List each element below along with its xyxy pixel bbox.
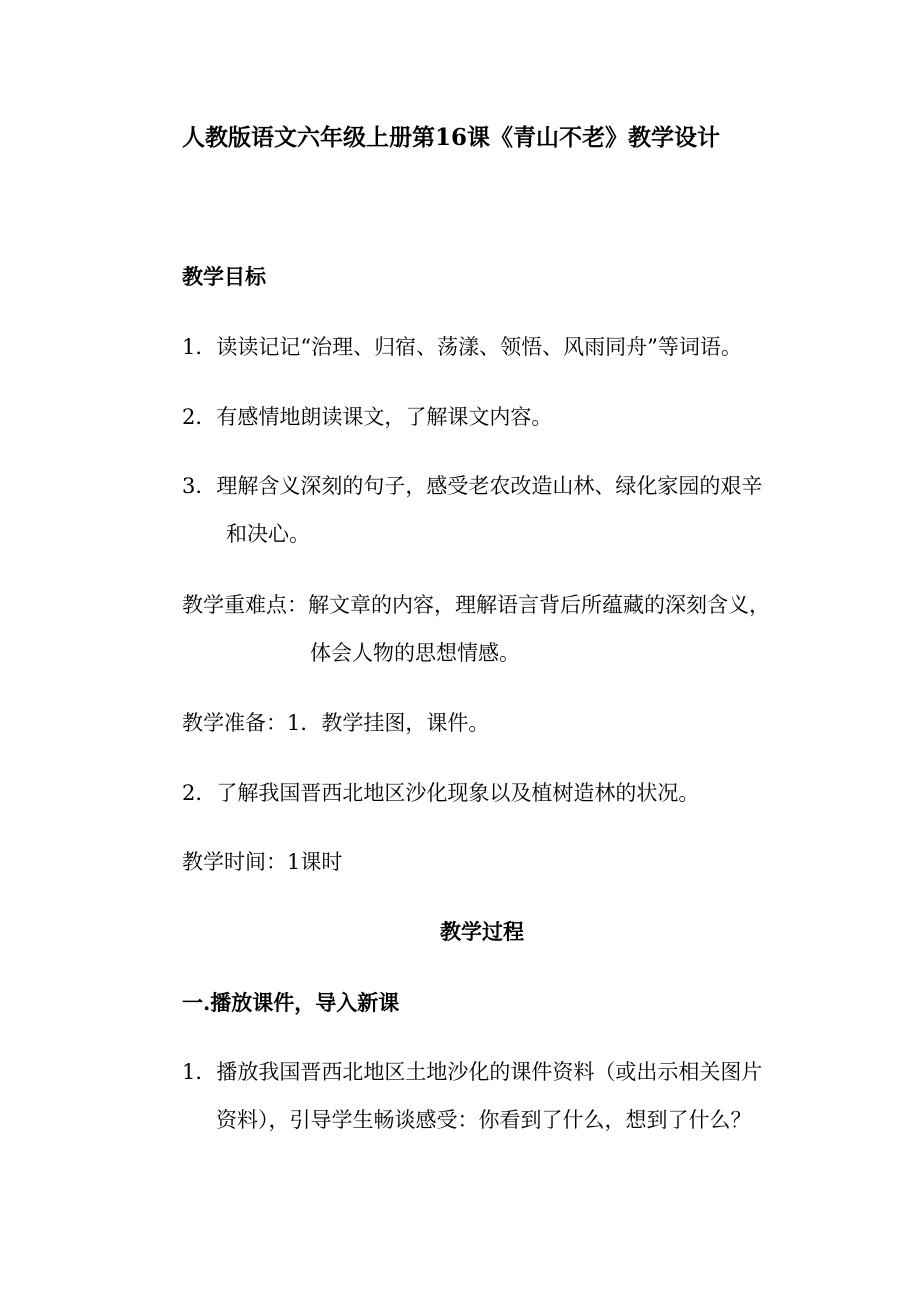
objective-item-2: 2．有感情地朗读课文，了解课文内容。 <box>182 405 553 429</box>
objective-item-1: 1．读读记记“治理、归宿、荡漾、领悟、风雨同舟”等词语。 <box>182 335 742 359</box>
document-title: 人教版语文六年级上册第16课《青山不老》教学设计 <box>182 124 721 151</box>
key-points-line-2: 体会人物的思想情感。 <box>310 641 520 665</box>
preparation-line-2: 2．了解我国晋西北地区沙化现象以及植树造林的状况。 <box>182 781 700 805</box>
teaching-time: 教学时间：1课时 <box>182 850 343 874</box>
section-1-heading: 一.播放课件，导入新课 <box>182 990 400 1015</box>
preparation-line-1: 教学准备：1．教学挂图，课件。 <box>182 711 490 735</box>
section-1-item-1-line-1: 1．播放我国晋西北地区土地沙化的课件资料（或出示相关图片 <box>182 1060 763 1084</box>
process-heading: 教学过程 <box>440 919 524 944</box>
objective-item-3-continued: 和决心。 <box>226 522 310 546</box>
objectives-heading: 教学目标 <box>182 264 266 289</box>
section-1-item-1-line-2: 资料），引导学生畅谈感受：你看到了什么，想到了什么？ <box>216 1108 752 1132</box>
key-points-line-1: 教学重难点：解文章的内容，理解语言背后所蕴藏的深刻含义， <box>182 593 770 617</box>
objective-item-3: 3．理解含义深刻的句子，感受老农改造山林、绿化家园的艰辛 <box>182 474 763 498</box>
